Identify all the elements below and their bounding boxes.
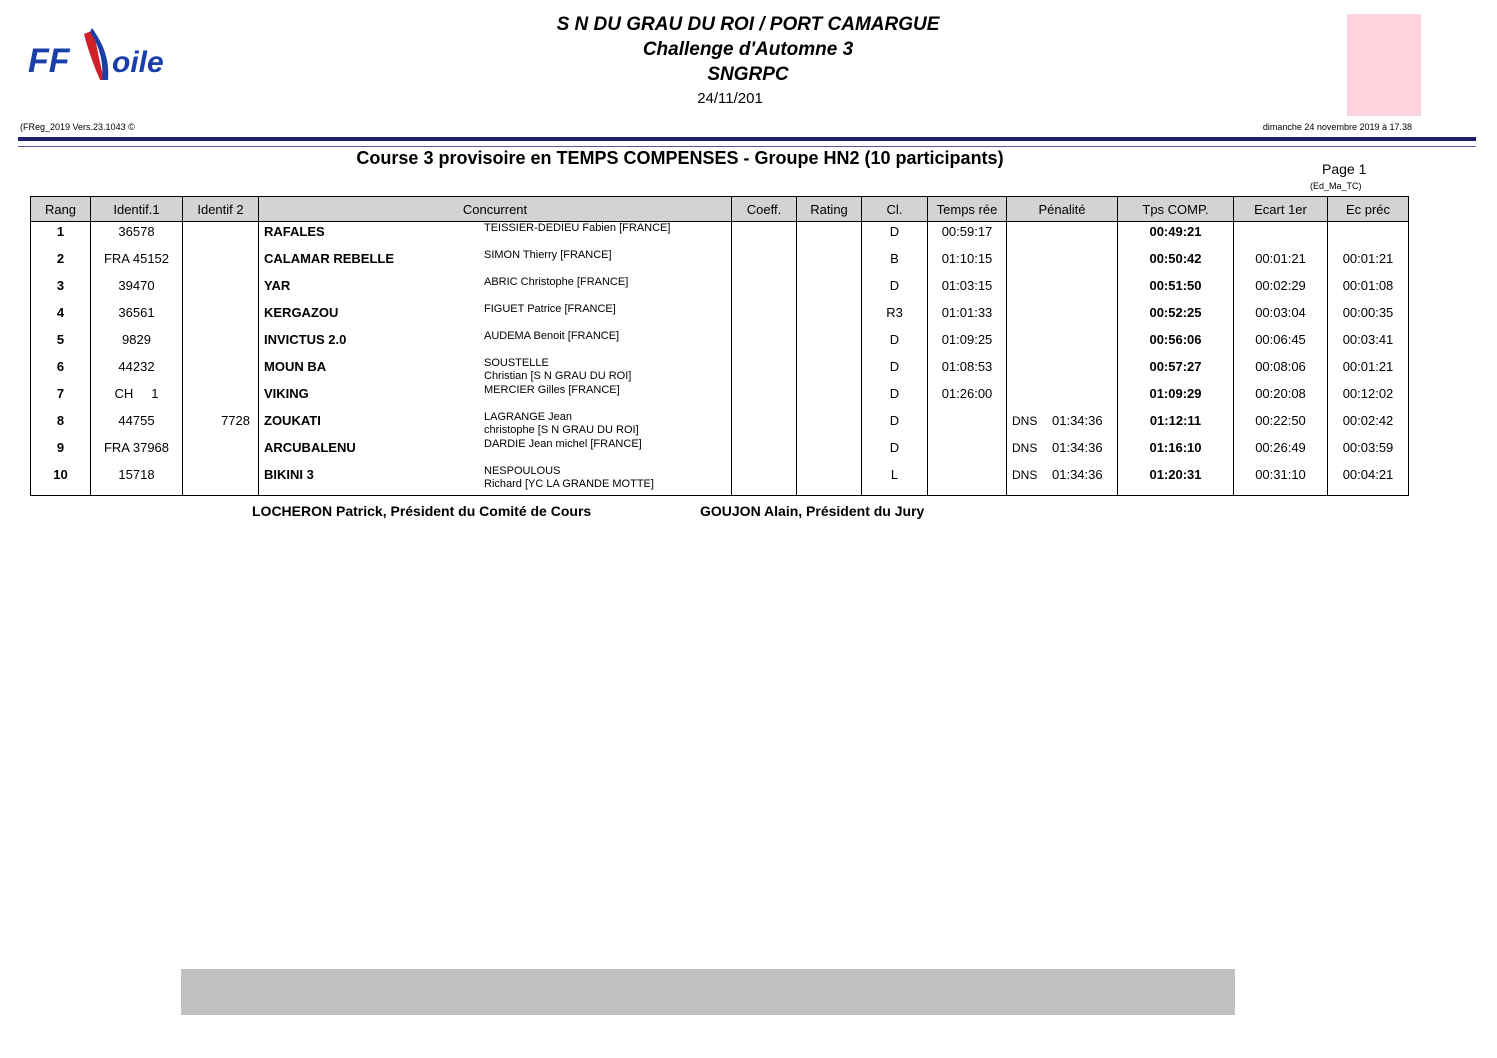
boat-name: CALAMAR REBELLE (264, 251, 394, 266)
rank-cell: 5 (31, 330, 91, 357)
rating-cell (797, 249, 862, 276)
page-number: Page 1 (1322, 161, 1367, 177)
rank-cell: 2 (31, 249, 91, 276)
club-name: S N DU GRAU DU ROI / PORT CAMARGUE (556, 14, 940, 35)
boat-name-cell (259, 303, 732, 330)
rating-cell (797, 303, 862, 330)
penalty-cell (1007, 222, 1118, 250)
gap-first-cell: 00:08:06 (1234, 357, 1328, 384)
sail-number-cell: CH 1 (91, 384, 183, 411)
identif2-cell (183, 330, 259, 357)
boat-name-cell (259, 222, 732, 250)
skipper-name: TEISSIER-DEDIEU Fabien [FRANCE] (484, 222, 671, 234)
table-row (31, 249, 1409, 276)
sail-number-cell: 39470 (91, 276, 183, 303)
col-header: Cl. (862, 197, 928, 222)
table-row (31, 438, 1409, 465)
logo-ff-text: FF (28, 42, 70, 80)
sail-number-cell: 44232 (91, 357, 183, 384)
col-header: Concurrent (259, 197, 732, 222)
penalty-cell (1007, 276, 1118, 303)
skipper-name: SIMON Thierry [FRANCE] (484, 249, 612, 261)
ffvoile-logo-graphic (28, 22, 178, 88)
penalty-cell (1007, 411, 1118, 438)
class-cell: D (862, 357, 928, 384)
identif2-cell (183, 438, 259, 465)
race-committee-signature: LOCHERON Patrick, Président du Comité de Cours (252, 503, 592, 519)
coeff-cell (732, 465, 797, 496)
corrected-time-cell: 00:51:50 (1118, 276, 1234, 303)
boat-name: BIKINI 3 (264, 467, 314, 482)
boat-name-cell (259, 249, 732, 276)
identif2-cell (183, 465, 259, 496)
class-cell: D (862, 276, 928, 303)
penalty-code: DNS (1012, 441, 1038, 455)
class-cell: D (862, 330, 928, 357)
rating-cell (797, 438, 862, 465)
col-header: Coeff. (732, 197, 797, 222)
boat-name-cell (259, 357, 732, 384)
col-header: Identif 2 (183, 197, 259, 222)
penalty-cell (1007, 330, 1118, 357)
header-rule-thick (18, 137, 1476, 141)
col-header: Ecart 1er (1234, 197, 1328, 222)
real-time-cell: 01:03:15 (928, 276, 1007, 303)
identif2-cell (183, 384, 259, 411)
skipper-name: NESPOULOUS Richard [YC LA GRANDE MOTTE] (484, 465, 654, 490)
gap-previous-cell: 00:04:21 (1328, 465, 1409, 496)
corrected-time-cell: 00:57:27 (1118, 357, 1234, 384)
edition-code: (Ed_Ma_TC) (1310, 181, 1362, 191)
boat-name-cell (259, 438, 732, 465)
coeff-cell (732, 276, 797, 303)
boat-name: VIKING (264, 386, 309, 401)
gap-first-cell: 00:26:49 (1234, 438, 1328, 465)
class-cell: B (862, 249, 928, 276)
identif2-cell (183, 222, 259, 250)
real-time-cell (928, 411, 1007, 438)
coeff-cell (732, 330, 797, 357)
boat-name: INVICTUS 2.0 (264, 332, 347, 347)
boat-name-cell (259, 276, 732, 303)
coeff-cell (732, 357, 797, 384)
col-header: Temps rée (928, 197, 1007, 222)
corrected-time-cell: 00:49:21 (1118, 222, 1234, 250)
boat-name-cell (259, 384, 732, 411)
boat-name: KERGAZOU (264, 305, 339, 320)
real-time-cell: 01:26:00 (928, 384, 1007, 411)
corrected-time-cell: 00:56:06 (1118, 330, 1234, 357)
placeholder-box (1347, 14, 1421, 116)
jury-signature: GOUJON Alain, Président du Jury (700, 503, 925, 519)
event-date: 24/11/201 (697, 90, 763, 107)
real-time-cell (928, 438, 1007, 465)
boat-name-cell (259, 330, 732, 357)
class-cell: D (862, 411, 928, 438)
skipper-name: SOUSTELLE Christian [S N GRAU DU ROI] (484, 357, 632, 382)
course-title: Course 3 provisoire en TEMPS COMPENSES - Groupe HN2 (10 participants) (356, 148, 1004, 168)
gap-previous-cell: 00:03:41 (1328, 330, 1409, 357)
coeff-cell (732, 222, 797, 250)
gap-first-cell: 00:20:08 (1234, 384, 1328, 411)
table-row (31, 303, 1409, 330)
skipper-name: MERCIER Gilles [FRANCE] (484, 384, 620, 396)
skipper-name: LAGRANGE Jean christophe [S N GRAU DU ROI] (484, 411, 639, 436)
class-cell: D (862, 384, 928, 411)
gap-previous-cell: 00:01:08 (1328, 276, 1409, 303)
sail-number-cell: FRA 45152 (91, 249, 183, 276)
corrected-time-cell: 00:52:25 (1118, 303, 1234, 330)
results-table (30, 196, 1409, 496)
boat-name: YAR (264, 278, 291, 293)
software-version: (FReg_2019 Vers.23.1043 © (20, 122, 135, 132)
class-cell: D (862, 438, 928, 465)
real-time-cell (928, 465, 1007, 496)
real-time-cell: 01:09:25 (928, 330, 1007, 357)
gap-previous-cell: 00:01:21 (1328, 357, 1409, 384)
coeff-cell (732, 411, 797, 438)
col-header: Ec préc (1328, 197, 1409, 222)
gap-previous-cell: 00:03:59 (1328, 438, 1409, 465)
coeff-cell (732, 438, 797, 465)
identif2-cell (183, 303, 259, 330)
corrected-time-cell: 01:09:29 (1118, 384, 1234, 411)
col-header: Identif.1 (91, 197, 183, 222)
coeff-cell (732, 303, 797, 330)
class-cell: L (862, 465, 928, 496)
coeff-cell (732, 384, 797, 411)
sail-number-cell: 15718 (91, 465, 183, 496)
gap-first-cell: 00:02:29 (1234, 276, 1328, 303)
penalty-cell (1007, 438, 1118, 465)
gap-previous-cell (1328, 222, 1409, 250)
rank-cell: 6 (31, 357, 91, 384)
rating-cell (797, 357, 862, 384)
col-header: Tps COMP. (1118, 197, 1234, 222)
penalty-cell (1007, 249, 1118, 276)
table-row (31, 357, 1409, 384)
corrected-time-cell: 01:16:10 (1118, 438, 1234, 465)
gap-first-cell (1234, 222, 1328, 250)
class-cell: D (862, 222, 928, 250)
gap-first-cell: 00:31:10 (1234, 465, 1328, 496)
corrected-time-cell: 01:20:31 (1118, 465, 1234, 496)
gap-first-cell: 00:22:50 (1234, 411, 1328, 438)
skipper-name: ABRIC Christophe [FRANCE] (484, 276, 629, 288)
real-time-cell: 00:59:17 (928, 222, 1007, 250)
gap-first-cell: 00:06:45 (1234, 330, 1328, 357)
identif2-cell (183, 357, 259, 384)
penalty-cell (1007, 465, 1118, 496)
gap-previous-cell: 00:00:35 (1328, 303, 1409, 330)
logo-voile-text: oile (112, 46, 164, 79)
identif2-cell: 7728 (183, 411, 259, 438)
table-row (31, 465, 1409, 496)
skipper-name: FIGUET Patrice [FRANCE] (484, 303, 616, 315)
rank-cell: 10 (31, 465, 91, 496)
sail-number-cell: 36561 (91, 303, 183, 330)
print-timestamp: dimanche 24 novembre 2019 à 17.38 (1262, 122, 1412, 132)
col-header: Rating (797, 197, 862, 222)
sail-number-cell: 36578 (91, 222, 183, 250)
rating-cell (797, 465, 862, 496)
table-row (31, 330, 1409, 357)
rank-cell: 9 (31, 438, 91, 465)
header-rule-thin (18, 146, 1476, 147)
rating-cell (797, 384, 862, 411)
boat-name: ZOUKATI (264, 413, 321, 428)
ffvoile-logo (28, 22, 178, 88)
skipper-name: DARDIE Jean michel [FRANCE] (484, 438, 642, 450)
gap-previous-cell: 00:12:02 (1328, 384, 1409, 411)
boat-name: RAFALES (264, 224, 325, 239)
boat-name-cell (259, 465, 732, 496)
class-cell: R3 (862, 303, 928, 330)
penalty-code: DNS (1012, 468, 1038, 482)
rating-cell (797, 411, 862, 438)
sail-number-cell: 44755 (91, 411, 183, 438)
table-row (31, 222, 1409, 250)
sail-number-cell: 9829 (91, 330, 183, 357)
corrected-time-cell: 01:12:11 (1118, 411, 1234, 438)
gap-previous-cell: 00:02:42 (1328, 411, 1409, 438)
penalty-time: 01:34:36 (1052, 467, 1103, 482)
boat-name: ARCUBALENU (264, 440, 356, 455)
penalty-code: DNS (1012, 414, 1038, 428)
col-header: Pénalité (1007, 197, 1118, 222)
rating-cell (797, 276, 862, 303)
gap-first-cell: 00:01:21 (1234, 249, 1328, 276)
rank-cell: 4 (31, 303, 91, 330)
rank-cell: 1 (31, 222, 91, 250)
rating-cell (797, 222, 862, 250)
penalty-cell (1007, 357, 1118, 384)
penalty-time: 01:34:36 (1052, 440, 1103, 455)
table-header-row (31, 197, 1409, 222)
sail-number-cell: FRA 37968 (91, 438, 183, 465)
real-time-cell: 01:01:33 (928, 303, 1007, 330)
real-time-cell: 01:10:15 (928, 249, 1007, 276)
boat-name-cell (259, 411, 732, 438)
coeff-cell (732, 249, 797, 276)
col-header: Rang (31, 197, 91, 222)
table-row (31, 276, 1409, 303)
rating-cell (797, 330, 862, 357)
table-row (31, 411, 1409, 438)
gap-first-cell: 00:03:04 (1234, 303, 1328, 330)
identif2-cell (183, 276, 259, 303)
rank-cell: 3 (31, 276, 91, 303)
rank-cell: 7 (31, 384, 91, 411)
rank-cell: 8 (31, 411, 91, 438)
real-time-cell: 01:08:53 (928, 357, 1007, 384)
footer-bar (181, 969, 1235, 1015)
boat-name: MOUN BA (264, 359, 327, 374)
table-row (31, 384, 1409, 411)
identif2-cell (183, 249, 259, 276)
skipper-name: AUDEMA Benoit [FRANCE] (484, 330, 620, 342)
corrected-time-cell: 00:50:42 (1118, 249, 1234, 276)
penalty-cell (1007, 303, 1118, 330)
penalty-time: 01:34:36 (1052, 413, 1103, 428)
penalty-cell (1007, 384, 1118, 411)
club-code: SNGRPC (707, 64, 789, 85)
event-name: Challenge d'Automne 3 (642, 39, 854, 60)
gap-previous-cell: 00:01:21 (1328, 249, 1409, 276)
